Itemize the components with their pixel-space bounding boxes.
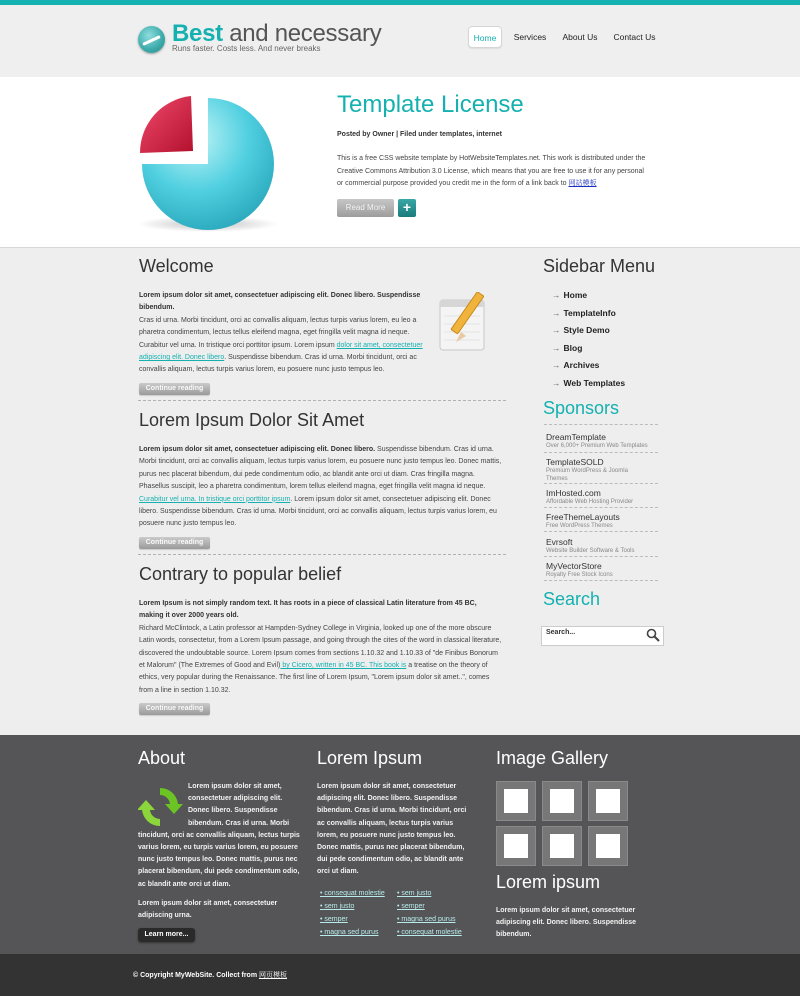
footer-link[interactable]: • magna sed purus <box>320 929 379 936</box>
arrow-right-icon: → <box>552 325 561 335</box>
search-icon[interactable] <box>646 628 660 642</box>
sidebar-item-web-templates[interactable] <box>552 378 625 388</box>
sponsor-name: TemplateSOLD <box>546 457 604 467</box>
divider <box>544 452 658 453</box>
sponsor-name: FreeThemeLayouts <box>546 512 620 522</box>
arrow-right-icon: → <box>552 290 561 300</box>
sponsor-item[interactable] <box>546 537 658 556</box>
sponsor-name: DreamTemplate <box>546 432 606 442</box>
divider <box>544 531 658 532</box>
gallery-thumbnail[interactable] <box>496 826 536 866</box>
arrow-right-icon: → <box>552 360 561 370</box>
sponsor-item[interactable] <box>546 488 658 507</box>
footer-about-title: About <box>138 748 186 768</box>
sidebar-item-label: Style Demo <box>563 325 610 335</box>
hero-body: This is a free CSS website template by HotWebsiteTemplates.net. This work is distributed under the Creative Commons Attribution 3.0 License, which means that you are free to use it for any personal or commercial purpose provided you credit me in the form of a link back to <box>337 155 646 187</box>
hero-link[interactable]: 网站模板 <box>568 180 597 187</box>
gallery-thumbnail[interactable] <box>542 781 582 821</box>
float-spacer <box>138 781 188 829</box>
nav-contact-us[interactable]: Contact Us <box>613 32 656 42</box>
nav-services[interactable]: Services <box>513 32 547 42</box>
sidebar-item-style-demo[interactable] <box>552 325 610 335</box>
sponsor-desc: Website Builder Software & Tools <box>546 548 635 554</box>
about-body: Lorem ipsum dolor sit amet, consectetuer adipiscing elit. Donec libero. Suspendisse bibendum. Cras id urna. Morbi tincidunt, orci ac convallis aliquam, lectus turpis varius lorem, eu turpis varius lorem, eu posuere nunc justo tempus leo. Donec mattis, purus nec placerat bibendum, dui pede condimentum odio, ac blandit ante orci ut diam. <box>138 783 300 888</box>
post-text-2: . Suspendisse bibendum. Cras id urna. Morbi tincidunt, orci ac convallis aliquam, lectus turpis varius lorem, eu posuere nunc justo tempus leo. <box>139 354 417 374</box>
post-link[interactable]: Curabitur vel urna. In tristique orci porttitor ipsum <box>139 495 291 503</box>
sponsor-desc: Royalty Free Stock Icons <box>546 572 613 578</box>
footer-link-label: semper <box>324 916 348 923</box>
post-title-lorem: Lorem Ipsum Dolor Sit Amet <box>139 410 365 430</box>
search-title: Search <box>543 589 601 609</box>
divider <box>544 424 658 425</box>
lorem-body: Lorem ipsum dolor sit amet, consectetuer adipiscing elit. Donec libero. Suspendisse bibendum. Cras id urna. Morbi tincidunt, orci ac convallis aliquam, lectus turpis varius lorem, eu posuere nunc justo tempus leo. <box>317 783 467 839</box>
footer-link-label: sem justo <box>401 890 432 897</box>
arrow-right-icon: → <box>552 378 561 388</box>
post-text-2: . Lorem ipsum dolor sit amet, consectetuer adipiscing elit. Donec libero. Suspendisse bibendum. Cras id urna. Morbi tincidunt, orci ac convallis aliquam, lectus turpis varius lorem, eu posuere nunc justo tempus leo. <box>139 495 497 528</box>
footer-link-label: magna sed purus <box>324 929 379 936</box>
footer-lorem2-title: Lorem ipsum <box>496 872 601 892</box>
post-lead: Lorem ipsum dolor sit amet, consectetuer adipiscing elit. Donec libero. Suspendisse bibendum. <box>139 292 421 312</box>
footer-link[interactable]: • semper <box>397 903 425 910</box>
sidebar-item-label: Web Templates <box>563 378 626 388</box>
sponsor-item[interactable] <box>546 512 658 531</box>
divider <box>138 554 506 555</box>
sponsor-desc: Affordable Web Hosting Provider <box>546 499 634 505</box>
copyright <box>133 970 287 980</box>
footer-link[interactable]: • sem justo <box>397 890 432 897</box>
tagline: Runs faster. Costs less. And never breaks <box>172 44 321 53</box>
sidebar-item-home[interactable] <box>552 290 587 300</box>
divider <box>138 400 506 401</box>
post-lead: Lorem Ipsum is not simply random text. It has roots in a piece of classical Latin literature from 45 BC, making it over 2000 years old. <box>139 600 477 620</box>
arrow-right-icon: → <box>552 308 561 318</box>
footer-link[interactable]: • consequat molestie <box>320 890 385 897</box>
footer-link[interactable]: • magna sed purus <box>397 916 456 923</box>
divider <box>544 580 658 581</box>
footer-link-label: sem justo <box>324 903 355 910</box>
copyright-bar <box>0 954 800 996</box>
nav-about-us[interactable]: About Us <box>562 32 598 42</box>
post-lead: Lorem ipsum dolor sit amet, consectetuer adipiscing elit. Donec libero. <box>139 446 376 453</box>
sidebar-item-archives[interactable] <box>552 360 599 370</box>
sidebar-item-templateinfo[interactable] <box>552 308 616 318</box>
footer-link-label: semper <box>401 903 425 910</box>
logo-icon[interactable] <box>138 26 165 53</box>
footer-link-label: magna sed purus <box>401 916 456 923</box>
gallery-thumbnail[interactable] <box>496 781 536 821</box>
sponsor-item[interactable] <box>546 432 658 451</box>
logo-rest: and necessary <box>229 20 382 47</box>
logo-bold: Best <box>172 20 223 47</box>
footer-link[interactable]: • semper <box>320 916 348 923</box>
sponsor-item[interactable] <box>546 561 658 580</box>
lorem-body-2: Donec mattis, purus nec placerat bibendum, dui pede condimentum odio, ac blandit ante orci ut diam. <box>317 844 465 876</box>
about-text-2: Lorem ipsum dolor sit amet, consectetuer adipiscing urna. <box>138 900 278 920</box>
footer-gallery-title: Image Gallery <box>496 748 609 768</box>
sidebar-item-label: TemplateInfo <box>563 308 616 318</box>
copyright-text: © Copyright MyWebSite. Collect from <box>133 972 259 979</box>
plus-button[interactable]: + <box>398 199 416 217</box>
sponsor-desc: Premium WordPress & Joomla Themes <box>546 468 628 482</box>
continue-reading-button[interactable]: Continue reading <box>139 703 210 715</box>
footer-link[interactable]: • sem justo <box>320 903 355 910</box>
pie-chart-icon <box>130 88 288 234</box>
sponsor-name: ImHosted.com <box>546 488 601 498</box>
sponsor-name: MyVectorStore <box>546 561 602 571</box>
footer-lorem-text <box>317 781 475 879</box>
post-body-lorem <box>139 444 503 531</box>
footer-link-label: consequat molestie <box>324 890 385 897</box>
copyright-link[interactable]: 网页模板 <box>258 972 287 979</box>
sidebar-item-blog[interactable] <box>552 343 582 353</box>
sidebar-item-label: Archives <box>563 360 600 370</box>
learn-more-button[interactable]: Learn more... <box>138 928 195 942</box>
arrow-right-icon: → <box>552 343 561 353</box>
post-text: Richard McClintock, a Latin professor at Hampden-Sydney College in Virginia, looked up one of the more obscure Latin words, consectetur, from a Lorem Ipsum passage, and going through the cites of the word in classical literature, discovered the undoubtable source. Lorem Ipsum comes from sections 1.10.32 and 1.10.33 of "de Finibus Bonorum et Malorum" (The Extremes of Good and Evil) <box>139 624 502 670</box>
sponsors-title: Sponsors <box>543 398 620 418</box>
post-text: Suspendisse bibendum. Cras id urna. Morbi tincidunt, orci ac convallis aliquam, lectus turpis varius lorem, eu posuere nunc justo tempus leo. Donec mattis, purus nec placerat bibendum, dui pede condimentum odio, ac blandit ante orci ut diam. Cras fringilla magna. Phasellus suscipit, leo a pharetra condimentum, lorem tellus eleifend magna, eget fringilla velit magna id neque. <box>139 446 502 491</box>
sponsor-desc: Over 6,000+ Premium Web Templates <box>546 443 648 449</box>
footer-link-label: consequat molestie <box>401 929 462 936</box>
divider <box>544 556 658 557</box>
footer-lorem-title: Lorem Ipsum <box>317 748 423 768</box>
post-title-welcome: Welcome <box>139 256 214 276</box>
sponsor-desc: Free WordPress Themes <box>546 523 613 529</box>
header <box>0 5 800 77</box>
sponsor-name: Evrsoft <box>546 537 573 547</box>
sponsor-item[interactable] <box>546 457 658 483</box>
footer-lorem2-text: Lorem ipsum dolor sit amet, consectetuer adipiscing elit. Donec libero. Suspendisse bibendum. <box>496 907 637 939</box>
sidebar-menu-title: Sidebar Menu <box>543 256 656 276</box>
post-text-2: a treatise on the theory of ethics, very popular during the Renaissance. The first line of Lorem Ipsum, "Lorem ipsum dolor sit amet..", comes from a line in section 1.10.32. <box>139 662 490 694</box>
divider <box>544 483 658 484</box>
search-placeholder: Search... <box>546 629 576 636</box>
gallery-thumbnail[interactable] <box>588 826 628 866</box>
post-body-welcome <box>139 290 429 377</box>
hero-title: Template License <box>337 91 524 118</box>
post-body-contrary <box>139 598 503 697</box>
post-link[interactable]: by Cicero, written in 45 BC. This book is <box>280 662 407 670</box>
post-text: Cras id urna. Morbi tincidunt, orci ac convallis aliquam, lectus turpis varius lorem, eu leo a pharetra condimentum, lectus tellus eleifend magna, eget fringilla velit magna id neque. Curabitur vel urna. In tristique orci porttitor ipsum. Lorem ipsum <box>139 316 417 349</box>
gallery-thumbnail[interactable] <box>588 781 628 821</box>
divider <box>544 507 658 508</box>
continue-reading-button[interactable]: Continue reading <box>139 537 210 549</box>
sidebar-item-label: Blog <box>563 343 583 353</box>
about-text <box>138 781 302 891</box>
sidebar-item-label: Home <box>563 290 588 300</box>
continue-reading-button[interactable]: Continue reading <box>139 383 210 395</box>
nav-home[interactable]: Home <box>468 26 502 48</box>
hero-text <box>337 153 647 191</box>
post-title-contrary: Contrary to popular belief <box>139 564 342 584</box>
notepad-pencil-icon <box>434 292 498 356</box>
footer-link[interactable]: • consequat molestie <box>397 929 462 936</box>
read-more-button[interactable]: Read More <box>337 199 394 217</box>
hero-meta: Posted by Owner | Filed under templates, internet <box>337 131 502 138</box>
gallery-thumbnail[interactable] <box>542 826 582 866</box>
post-link[interactable]: dolor sit amet, consectetuer adipiscing elit. Donec libero <box>139 341 423 362</box>
